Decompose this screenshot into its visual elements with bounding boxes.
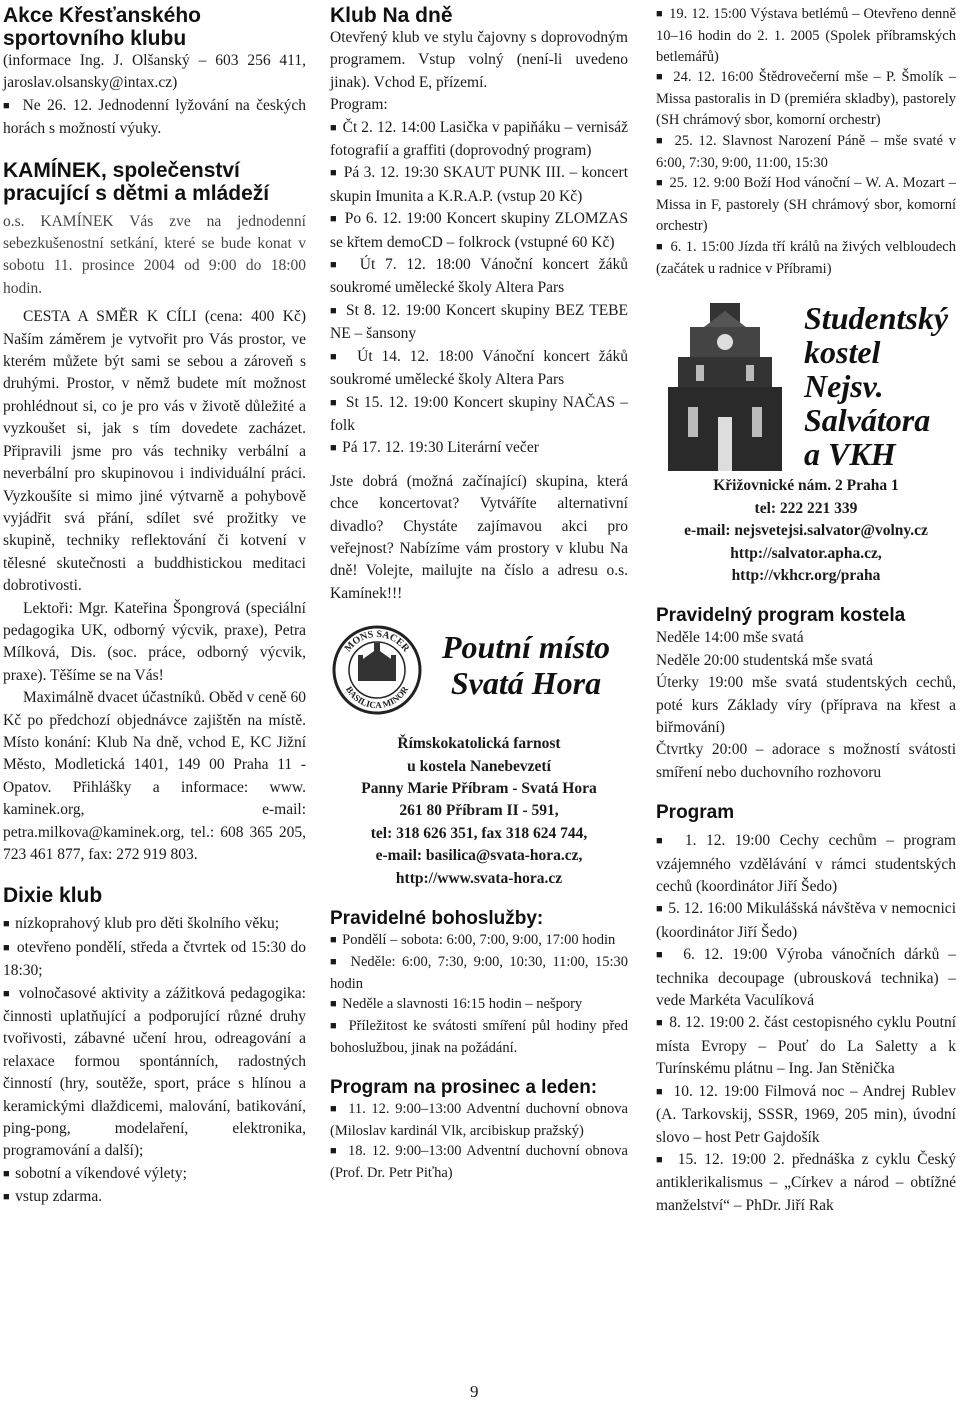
dixie-title: Dixie klub xyxy=(3,884,103,908)
page-number: 9 xyxy=(470,1382,479,1401)
kaminek-title: KAMÍNEK, společenství pracující s dětmi a mládeží xyxy=(3,158,270,205)
pravidelny-title: Pravidelný program kostela xyxy=(656,605,906,627)
salvator-title-line: a VKH xyxy=(804,436,896,473)
klub-item: ■ Út 14. 12. 18:00 Vánoční koncert žáků soukromé umělecké školy Altera Pars xyxy=(330,346,628,392)
salvator-title-line: kostel xyxy=(804,334,881,371)
svg-text:MONS SACER: MONS SACER xyxy=(342,629,412,655)
prosinec-item: ■ 11. 12. 9:00–13:00 Adventní duchovní obnova (Miloslav kardinál Vlk, arcibiskup pražský) xyxy=(330,1099,628,1142)
svata-hora-event: ■ 6. 1. 15:00 Jízda tří králů na živých velbloudech (začátek u radnice v Příbrami) xyxy=(656,237,956,280)
dixie-item: ■ nízkoprahový klub pro děti školního věku; xyxy=(3,913,306,936)
bohosluzby-item: ■ Neděle a slavnosti 16:15 hodin – nešpory xyxy=(330,994,628,1016)
poutni-title-2: Svatá Hora xyxy=(450,665,602,702)
svata-hora-event: ■ 24. 12. 16:00 Štědrovečerní mše – P. Šmolík – Missa pastoralis in D (premiéra skladby), pastorely (SH chrámový sbor, komorní orchestr) xyxy=(656,67,956,130)
program-item: ■ 1. 12. 19:00 Cechy cechům – program vzájemného vzdělávání v rámci studentských cechů (koordinátor Jiří Šedo) xyxy=(656,830,956,898)
klub-item: ■ Po 6. 12. 19:00 Koncert skupiny ZLOMZAS se křtem demoCD – folkrock (vstupné 60 Kč) xyxy=(330,208,628,254)
pravidelny-line: Neděle 14:00 mše svatá xyxy=(656,629,804,647)
basilica-seal-icon xyxy=(332,625,422,715)
kaminek-lecturers: Lektoři: Mgr. Kateřina Špongrová (speciální pedagogika UK, odborný výcvik, praxe), Petra Mílková, Dis. (soc. práce, odborný výcvik, praxe). Těšíme se na Vás! xyxy=(3,599,306,684)
klub-item: ■ St 15. 12. 19:00 Koncert skupiny NAČAS – folk xyxy=(330,392,628,438)
svata-hora-contact xyxy=(330,733,628,890)
salvator-block xyxy=(656,297,956,475)
akce-item: ■ Ne 26. 12. Jednodenní lyžování na českých horách s možností výuky. xyxy=(3,95,306,141)
klub-item: ■ Út 7. 12. 18:00 Vánoční koncert žáků soukromé umělecké školy Altera Pars xyxy=(330,254,628,300)
svata-hora-event: ■ 19. 12. 15:00 Výstava betlémů – Otevřeno denně 10–16 hodin do 2. 1. 2005 (Spolek příbramských betlemářů) xyxy=(656,4,956,67)
dixie-item: ■ volnočasové aktivity a zážitková pedagogika: činnosti uplatňující a podporující různé druhy tvořivosti, zábavné učení hrou, odreagování a relaxace formou spontánních, radostných činností (hry, soutěže, sport, práce s hlínou a keramickými dlaždicemi, malování, batikování, ping-pong, modelaření, elektronika, programování a další); xyxy=(3,983,306,1163)
contact-line: Křižovnické nám. 2 Praha 1 xyxy=(713,477,899,495)
column-left xyxy=(3,4,306,1210)
salvator-contact xyxy=(656,475,956,587)
prosinec-title: Program na prosinec a leden: xyxy=(330,1076,598,1098)
klub-item: ■ Čt 2. 12. 14:00 Lasička v papiňáku – vernisáž fotografií a graffiti (doprovodný program) xyxy=(330,117,628,163)
program-item: ■ 10. 12. 19:00 Filmová noc – Andrej Rublev (A. Tarkovskij, SSSR, 1969, 205 min), úvodní slovo – host Petr Gajdošík xyxy=(656,1081,956,1149)
church-facade-icon xyxy=(660,297,790,473)
klub-item: ■ St 8. 12. 19:00 Koncert skupiny BEZ TEBE NE – šansony xyxy=(330,300,628,346)
contact-line: u kostela Nanebevzetí xyxy=(407,757,551,775)
contact-line: tel: 318 626 351, fax 318 624 744, xyxy=(370,824,588,842)
column-middle xyxy=(330,4,628,1184)
dixie-item: ■ otevřeno pondělí, středa a čtvrtek od 15:30 do 18:30; xyxy=(3,937,306,983)
akce-info: (informace Ing. J. Olšanský – 603 256 411, jaroslav.olsansky@intax.cz) xyxy=(3,52,306,92)
poutni-title-1: Poutní místo xyxy=(441,629,611,666)
svata-hora-event: ■ 25. 12. Slavnost Narození Páně – mše svaté v 6:00, 7:30, 9:00, 11:00, 15:30 xyxy=(656,131,956,174)
svata-hora-block xyxy=(330,623,628,723)
contact-line: tel: 222 221 339 xyxy=(754,499,858,517)
bohosluzby-item: ■ Pondělí – sobota: 6:00, 7:00, 9:00, 17:00 hodin xyxy=(330,930,628,952)
contact-line: http://www.svata-hora.cz xyxy=(395,869,563,887)
program-title: Program xyxy=(656,802,735,824)
salvator-title-line: Salvátora xyxy=(804,402,931,439)
column-right xyxy=(656,4,956,1217)
bohosluzby-item: ■ Neděle: 6:00, 7:30, 9:00, 10:30, 11:00, 15:30 hodin xyxy=(330,952,628,995)
contact-line: e-mail: nejsvetejsi.salvator@volny.cz xyxy=(684,522,928,540)
program-item: ■ 8. 12. 19:00 2. část cestopisného cyklu Poutní místa Evropy – Pouť do La Saletty a k Turínskému plátnu – Ing. Jan Stěnička xyxy=(656,1012,956,1080)
contact-line: http://salvator.apha.cz, xyxy=(730,544,882,562)
program-label: Program: xyxy=(330,96,388,114)
salvator-title-line: Studentský xyxy=(804,300,949,337)
klub-title: Klub Na dně xyxy=(330,4,453,27)
contact-line: e-mail: basilica@svata-hora.cz, xyxy=(375,847,583,865)
contact-line: http://vkhcr.org/praha xyxy=(731,566,881,584)
salvator-title xyxy=(804,301,954,471)
svg-text:BASILICA MINOR: BASILICA MINOR xyxy=(343,684,411,711)
contact-line: 261 80 Příbram II - 591, xyxy=(399,802,559,820)
klub-item: ■ Pá 3. 12. 19:30 SKAUT PUNK III. – koncert skupin Imunita a K.R.A.P. (vstup 20 Kč) xyxy=(330,162,628,208)
kaminek-intro: o.s. KAMÍNEK Vás zve na jednodenní sebezkušenostní setkání, které se bude konat v sobotu 11. prosince 2004 od 9:00 do 18:00 hodin. xyxy=(3,212,306,297)
klub-outro: Jste dobrá (možná začínající) skupina, která chce koncertovat? Vytváříte alternativní divadlo? Chystáte zajímavou akci pro veřejnost? Nabízíme vám prostory v klubu Na dně! Volejte, mailujte na číslo a adresu o.s. Kamínek!!! xyxy=(330,472,628,602)
akce-title: Akce Křesťanského sportovního klubu xyxy=(3,4,201,50)
pravidelny-line: Úterky 19:00 mše svatá studentských cechů, poté kurs Základy víry (příprava na křest a biřmování) xyxy=(656,674,956,737)
klub-intro: Otevřený klub ve stylu čajovny s doprovodným programem. Vstup volný (není-li uvedeno jinak). Vchod E, přízemí. xyxy=(330,29,628,91)
dixie-item: ■ sobotní a víkendové výlety; xyxy=(3,1163,306,1186)
dixie-item: ■ vstup zdarma. xyxy=(3,1186,306,1209)
program-item: ■ 15. 12. 19:00 2. přednáška z cyklu Český antiklerikalismus – „Církev a národ – obtížné manželství“ – PhDr. Jiří Rak xyxy=(656,1149,956,1217)
kaminek-description: CESTA A SMĚR K CÍLI (cena: 400 Kč) Naším záměrem je vytvořit pro Vás prostor, ve kterém můžete být sami se sebou a zároveň s druhými. Prostor, v němž budete mít možnost prohlédnout si, co je pro vás v životě důležité a vyzkoušet si, jak s tím dovedete zacházet. Připravili jsme pro vás techniky verbální a neverbální pro skupinovou i individuální práci. Vyzkoušíte si mimo jiné výtvarně a pohybově vyjádřit svá přání, sdílet své prožitky ve skupině, techniky reflektování či kotvení v tělesné skutečnosti a buddhistickou meditaci dobrotivosti. xyxy=(3,308,306,595)
program-item: ■ 6. 12. 19:00 Výroba vánočních dárků – technika decoupage (ubrousková technika) – vede Markéta Vaculíková xyxy=(656,944,956,1012)
salvator-title-line: Nejsv. xyxy=(804,368,884,405)
program-item: ■ 5. 12. 16:00 Mikulášská návštěva v nemocnici (koordinátor Jiří Šedo) xyxy=(656,898,956,944)
pravidelny-line: Čtvrtky 20:00 – adorace s možností svátosti smíření nebo duchovního rozhovoru xyxy=(656,741,956,781)
pravidelny-line: Neděle 20:00 studentská mše svatá xyxy=(656,651,873,669)
prosinec-item: ■ 18. 12. 9:00–13:00 Adventní duchovní obnova (Prof. Dr. Petr Piťha) xyxy=(330,1141,628,1184)
bohosluzby-title: Pravidelné bohoslužby: xyxy=(330,908,544,929)
contact-line: Římskokatolická farnost xyxy=(397,735,561,753)
svata-hora-event: ■ 25. 12. 9:00 Boží Hod vánoční – W. A. Mozart – Missa in F, pastorely (SH chrámový sbor, komorní orchestr) xyxy=(656,173,956,236)
kaminek-details: Maximálně dvacet účastníků. Oběd v ceně 60 Kč po předchozí objednávce zajištěn na místě. Místo konání: Klub Na dně, vchod E, KC Jižní Město, Modletická 1401, 149 00 Praha 11 - Opatov. Přihlášky a informace: www. kaminek.org, e-mail: petra.milkova@kaminek.org, tel.: 608 365 205, 723 461 877, fax: 272 919 803. xyxy=(3,689,306,863)
bohosluzby-item: ■ Příležitost ke svátosti smíření půl hodiny před bohoslužbou, jinak na požádání. xyxy=(330,1016,628,1059)
klub-item: ■ Pá 17. 12. 19:30 Literární večer xyxy=(330,437,628,460)
contact-line: Panny Marie Příbram - Svatá Hora xyxy=(361,779,597,797)
